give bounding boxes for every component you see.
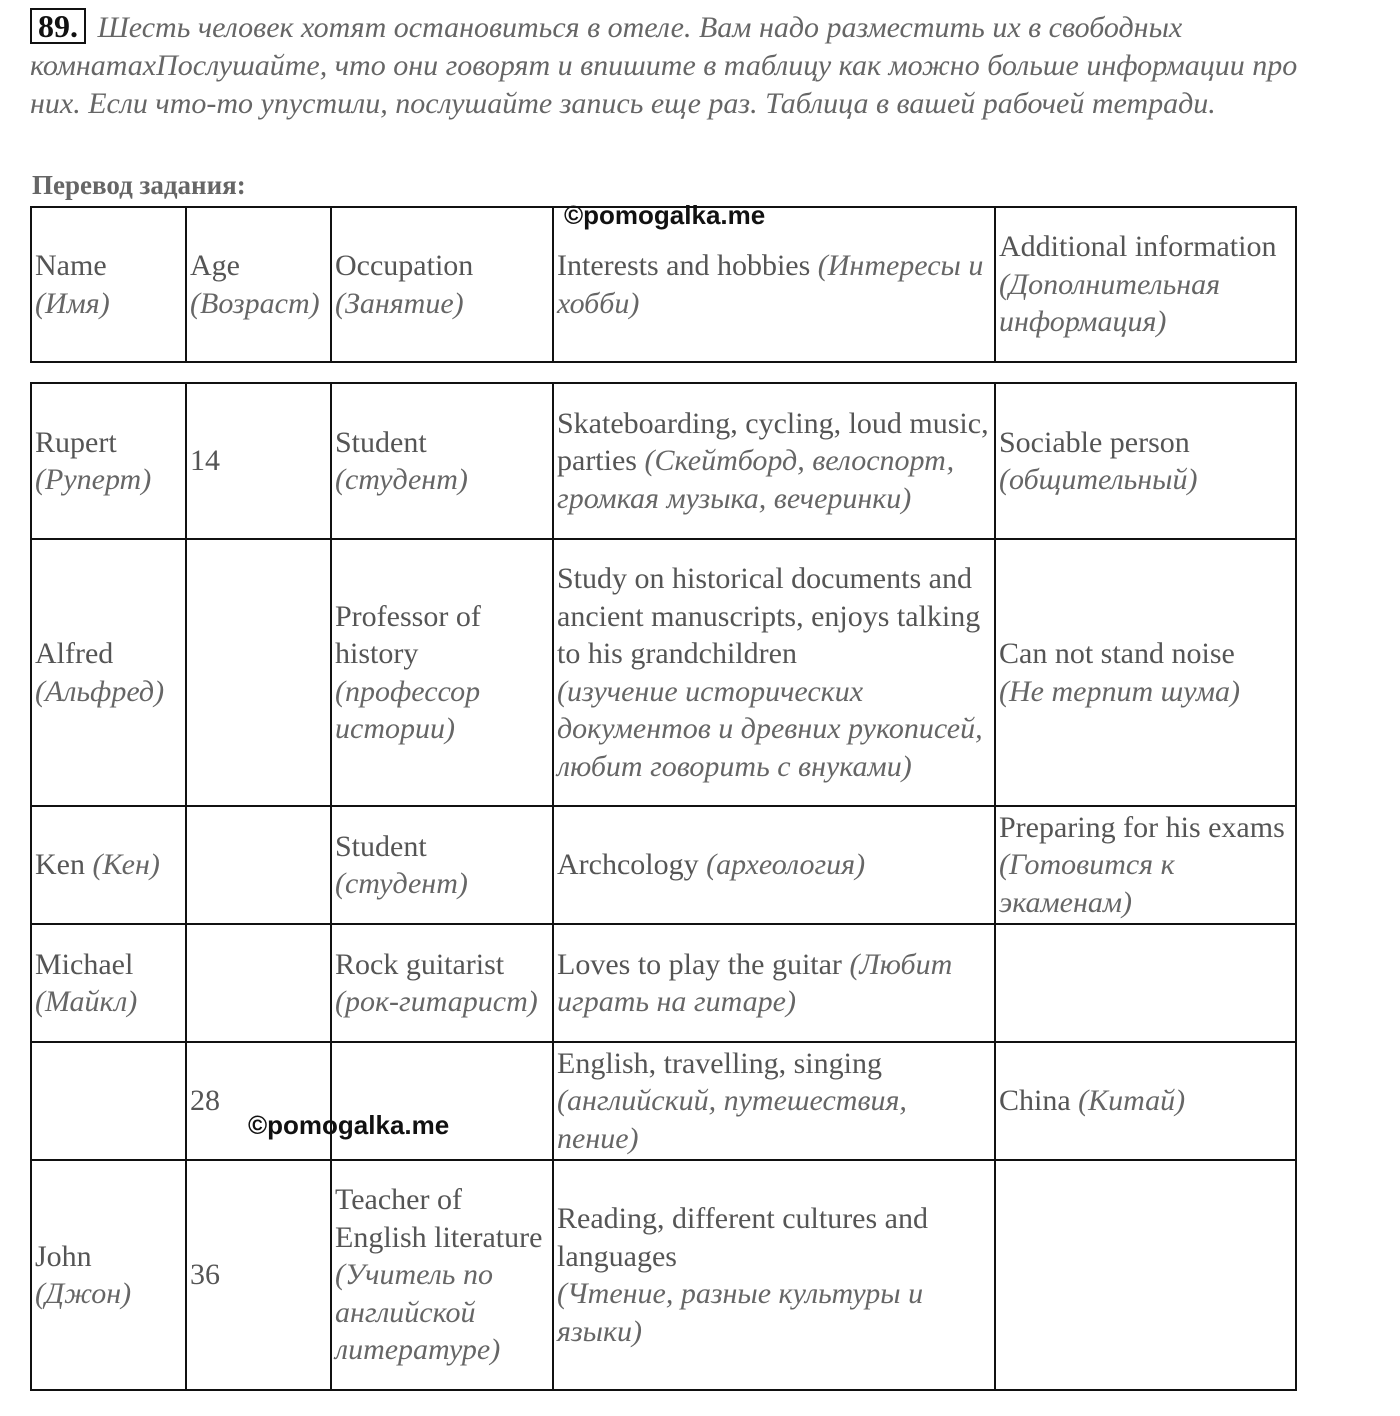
cell-age: 14 bbox=[186, 383, 331, 539]
cell-name: Rupert (Руперт) bbox=[31, 383, 186, 539]
cell-interests: Study on historical documents and ancient manuscripts, enjoys talking to his grandchildren (изучение исторических документов и древних рукописей, любит говорить с внуками) bbox=[553, 539, 995, 806]
cell-additional: Can not stand noise (Не терпит шума) bbox=[995, 539, 1296, 806]
cell-additional bbox=[995, 924, 1296, 1042]
cell-additional: China (Китай) bbox=[995, 1042, 1296, 1160]
watermark-bottom: ©pomogalka.me bbox=[248, 1110, 450, 1140]
cell-name bbox=[31, 1042, 186, 1160]
cell-interests: Skateboarding, cycling, loud music, parties (Скейтборд, велоспорт, громкая музыка, вечеринки) bbox=[553, 383, 995, 539]
cell-additional: Preparing for his exams (Готовится к экаменам) bbox=[995, 806, 1296, 924]
task-number: 89. bbox=[30, 8, 86, 44]
header-occupation: Occupation (Занятие) bbox=[331, 207, 553, 362]
task-instruction: Шесть человек хотят остановиться в отеле. Вам надо разместить их в свободных комнатахПослушайте, что они говорят и впишите в таблицу как можно больше информации про них. Если что-то упустили, послушайте запись еще раз. Таблица в вашей рабочей тетради. bbox=[30, 11, 1298, 120]
cell-age bbox=[186, 539, 331, 806]
header-age: Age (Возраст) bbox=[186, 207, 331, 362]
table-row bbox=[31, 924, 1296, 1042]
table-row bbox=[31, 1160, 1296, 1390]
header-interests: Interests and hobbies (Интересы и хобби) bbox=[553, 207, 995, 362]
cell-occupation: Student (студент) bbox=[331, 806, 553, 924]
cell-interests: Archcology (археология) bbox=[553, 806, 995, 924]
cell-interests: Loves to play the guitar (Любит играть на гитаре) bbox=[553, 924, 995, 1042]
cell-interests: English, travelling, singing (английский, путешествия, пение) bbox=[553, 1042, 995, 1160]
header-name: Name (Имя) bbox=[31, 207, 186, 362]
task-text-block bbox=[30, 8, 1320, 123]
cell-name: Alfred (Альфред) bbox=[31, 539, 186, 806]
cell-occupation: Student (студент) bbox=[331, 383, 553, 539]
translation-title: Перевод задания: bbox=[32, 170, 246, 200]
cell-additional bbox=[995, 1160, 1296, 1390]
cell-name: Ken (Кен) bbox=[31, 806, 186, 924]
header-additional: Additional information (Дополнительная информация) bbox=[995, 207, 1296, 362]
table-row bbox=[31, 383, 1296, 539]
cell-occupation: Teacher of English literature (Учитель по английской литературе) bbox=[331, 1160, 553, 1390]
cell-age: 28 bbox=[186, 1042, 331, 1160]
cell-occupation bbox=[331, 1042, 553, 1160]
cell-age bbox=[186, 806, 331, 924]
cell-interests: Reading, different cultures and languages (Чтение, разные культуры и языки) bbox=[553, 1160, 995, 1390]
cell-name: Michael (Майкл) bbox=[31, 924, 186, 1042]
cell-age bbox=[186, 924, 331, 1042]
watermark-top: ©pomogalka.me bbox=[564, 200, 766, 230]
table-row bbox=[31, 539, 1296, 806]
people-table bbox=[30, 382, 1297, 1391]
cell-additional: Sociable person (общительный) bbox=[995, 383, 1296, 539]
cell-occupation: Rock guitarist (рок-гитарист) bbox=[331, 924, 553, 1042]
table-row bbox=[31, 806, 1296, 924]
cell-age: 36 bbox=[186, 1160, 331, 1390]
cell-name: John (Джон) bbox=[31, 1160, 186, 1390]
table-row bbox=[31, 1042, 1296, 1160]
cell-occupation: Professor of history (профессор истории) bbox=[331, 539, 553, 806]
